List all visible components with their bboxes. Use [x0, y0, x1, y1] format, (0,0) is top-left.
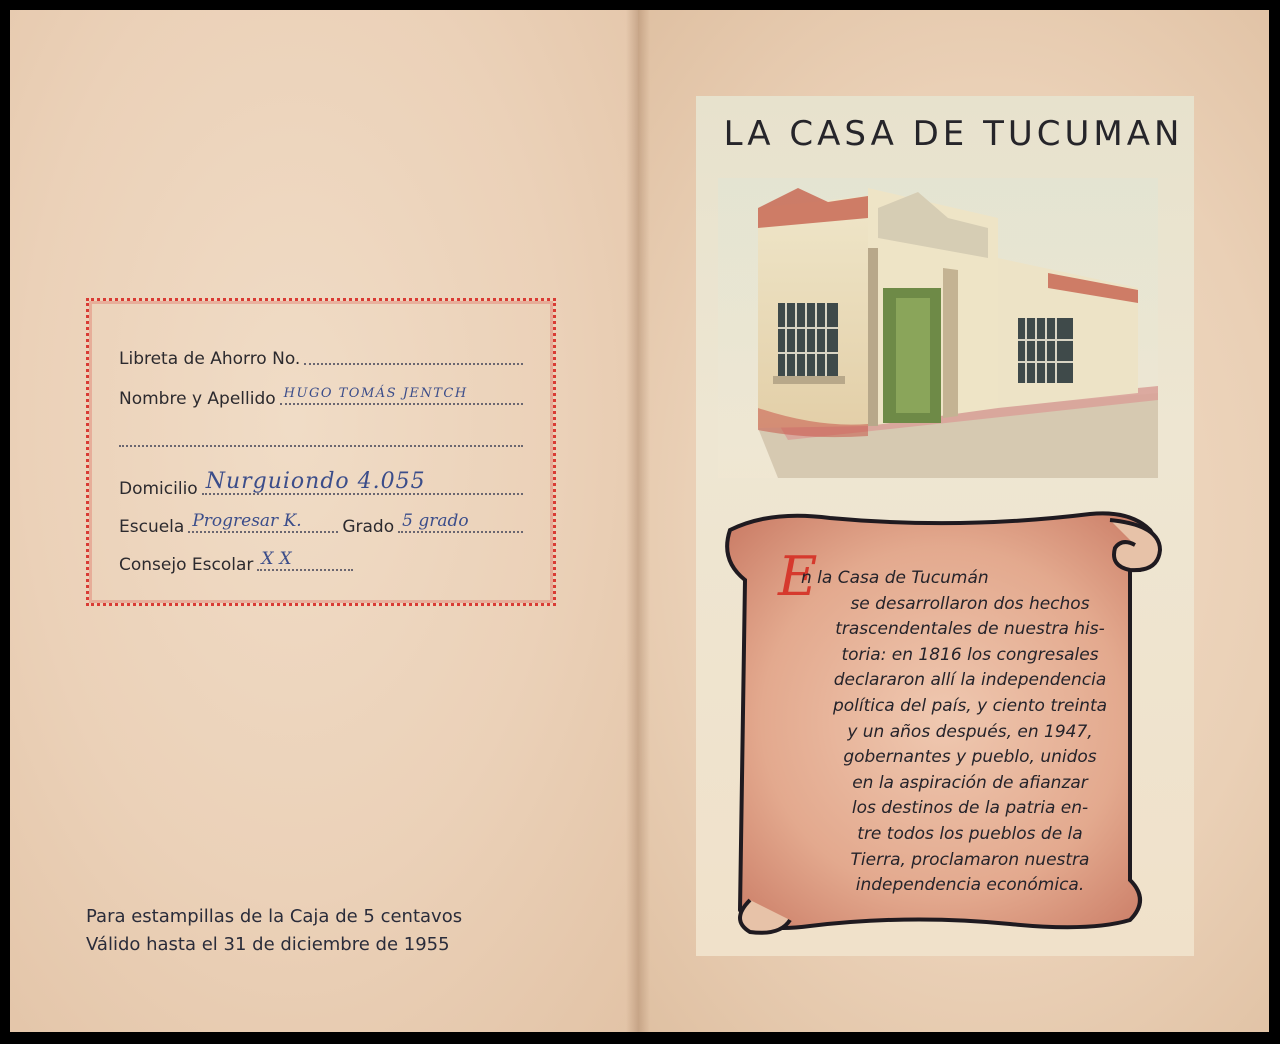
booklet	[10, 10, 1269, 1032]
booklet-spine	[626, 10, 650, 1032]
scroll-line: en la aspiración de afianzar	[852, 772, 1088, 793]
escuela-field	[188, 509, 338, 533]
libreta-field	[304, 341, 523, 365]
consejo-row	[119, 547, 353, 575]
domicilio-row	[119, 471, 523, 499]
validity-note	[86, 903, 462, 959]
blank-field	[119, 423, 523, 447]
right-page	[638, 10, 1269, 1032]
scroll-dropcap: E	[778, 545, 818, 608]
domicilio-label: Domicilio	[119, 479, 198, 499]
scroll-line: se desarrollaron dos hechos	[850, 593, 1090, 614]
scroll-line: declararon allí la independencia	[833, 670, 1107, 691]
savings-form-box	[86, 298, 556, 606]
scroll-line: tre todos los pueblos de la	[857, 823, 1083, 844]
scroll-line: Tierra, proclamaron nuestra	[850, 849, 1090, 870]
escuela-label: Escuela	[119, 517, 185, 537]
validity-line-1: Para estampillas de la Caja de 5 centavos	[86, 906, 463, 927]
left-window	[773, 303, 845, 384]
scroll-line: trascendentales de nuestra his-	[835, 619, 1105, 640]
consejo-field	[257, 547, 353, 571]
escuela-row	[119, 509, 523, 537]
blank-row	[119, 423, 523, 451]
scroll-line: independencia económica.	[855, 875, 1085, 896]
libreta-row	[119, 341, 523, 369]
left-page	[10, 10, 638, 1032]
domicilio-field	[202, 471, 523, 495]
scroll-line: n la Casa de Tucumán	[801, 568, 989, 588]
escuela-value: Progresar K.	[192, 511, 302, 531]
scroll-line: toria: en 1816 los congresales	[841, 644, 1099, 665]
nombre-field	[280, 381, 523, 405]
nombre-label: Nombre y Apellido	[119, 389, 276, 409]
nombre-row	[119, 381, 523, 409]
page-title: LA CASA DE TUCUMAN	[723, 114, 1184, 154]
grado-value: 5 grado	[402, 511, 469, 531]
domicilio-value: Nurguiondo 4.055	[205, 469, 426, 494]
scroll-line: gobernantes y pueblo, unidos	[843, 747, 1097, 768]
casa-de-tucuman-illustration	[718, 178, 1158, 478]
consejo-value: XX	[261, 549, 298, 569]
scroll-line: política del país, y ciento treinta	[832, 695, 1108, 716]
scroll-line: y un años después, en 1947,	[847, 721, 1093, 742]
consejo-label: Consejo Escolar	[119, 555, 254, 575]
libreta-label: Libreta de Ahorro No.	[119, 349, 301, 369]
grado-field	[398, 509, 523, 533]
grado-label: Grado	[342, 517, 395, 537]
right-window	[1018, 318, 1073, 383]
nombre-value: HUGO TOMÁS JENTCH	[283, 386, 468, 401]
validity-line-2: Válido hasta el 31 de diciembre de 1955	[86, 934, 450, 955]
scroll-line: los destinos de la patria en-	[851, 798, 1089, 819]
scroll-text	[801, 566, 1139, 899]
